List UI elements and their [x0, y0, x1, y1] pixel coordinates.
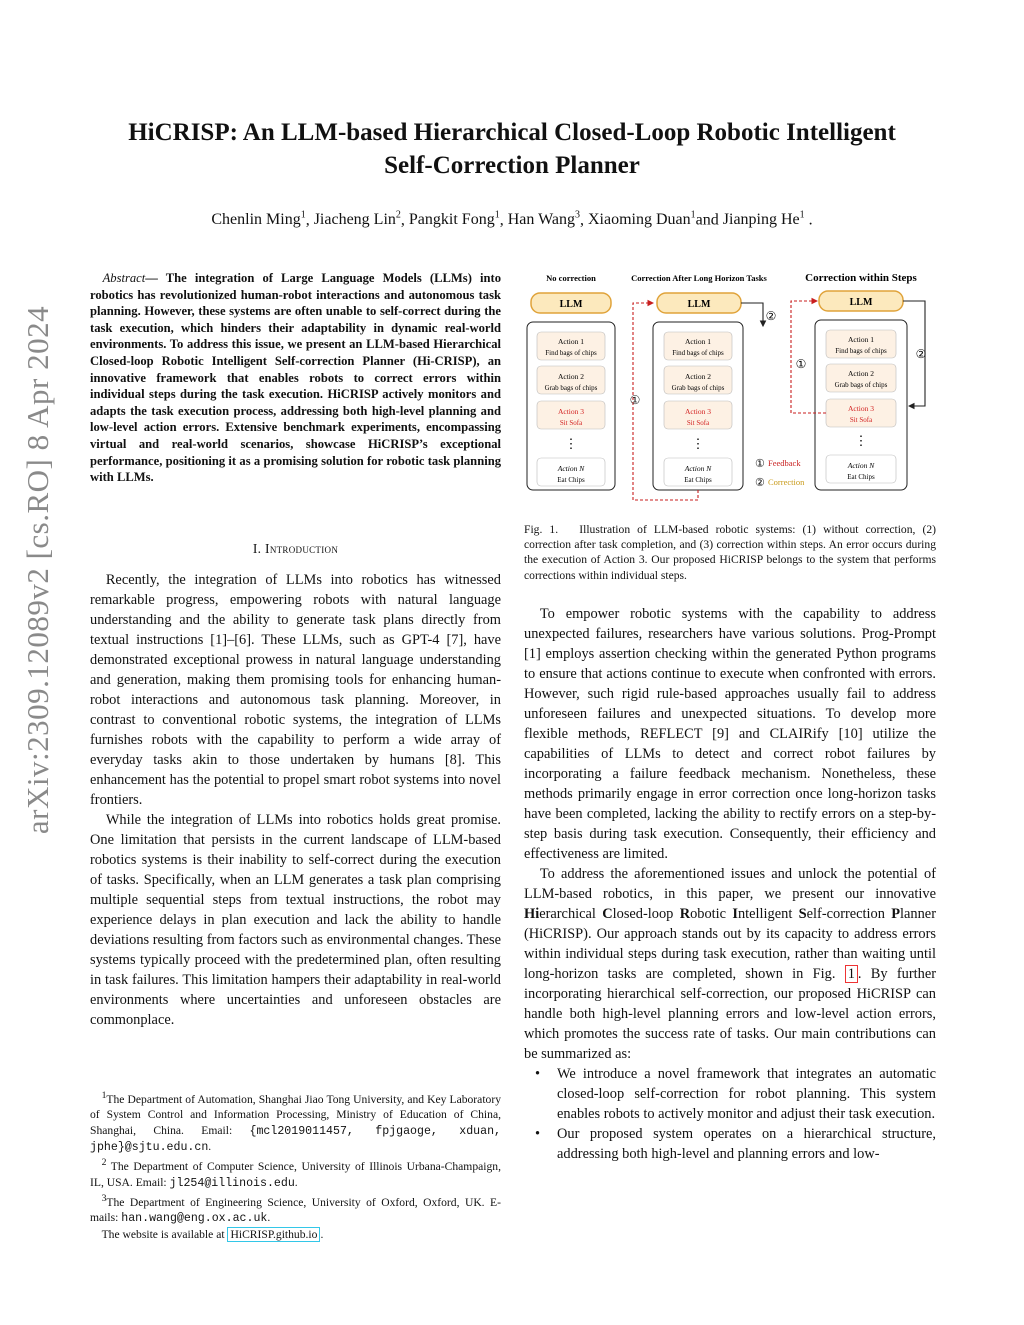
svg-text:Find bags of chips: Find bags of chips — [672, 349, 724, 357]
svg-text:Sit Sofa: Sit Sofa — [849, 416, 873, 424]
panel-title-after-long-horizon: Correction After Long Horizon Tasks — [631, 273, 767, 283]
svg-text:Action 1: Action 1 — [684, 337, 712, 346]
right-paragraph-1: To empower robotic systems with the capability to address unexpected failures, researchers have various solutions. Prog-Prompt [1] employs assertion checking within the generated Python programs to ensure that actions continue to execute when confronted with errors. However, such rigid rule-based approaches usually fail to address unforeseen failures and unexpected situations. To develop more flexible methods, REFLECT [9] and CLAIRify [10] utilize the capabilities of LLMs to detect and correct robot failures by incorporating a failure feedback mechanism. Nonetheless, these methods primarily engage in error correction once long-horizon tasks have been completed, lacking the ability to rectify errors on a step-by-step basis during task execution. Consequently, their efficiency and effectiveness are limited. — [524, 606, 936, 862]
figure-1-diagram — [523, 268, 937, 508]
svg-text:⋮: ⋮ — [691, 436, 705, 451]
intro-right-column — [524, 604, 936, 1164]
svg-text:Eat Chips: Eat Chips — [557, 476, 585, 484]
contribution-list — [524, 1064, 936, 1164]
svg-text:Action 2: Action 2 — [557, 372, 585, 381]
title-line-1: HiCRISP: An LLM-based Hierarchical Closed-Loop Robotic Intelligent — [128, 119, 896, 146]
author: Pangkit Fong$^1$ — [408, 210, 500, 229]
author: Xiaoming Duan$^1$ — [588, 210, 696, 229]
svg-text:Action 2: Action 2 — [684, 372, 712, 381]
correction-arrow — [741, 303, 763, 326]
svg-text:Action 3: Action 3 — [684, 407, 712, 416]
footnote-website: The website is available at HiCRISP.github.io . — [101, 1227, 324, 1241]
website-link[interactable]: HiCRISP.github.io — [227, 1227, 320, 1242]
svg-text:LLM: LLM — [687, 299, 711, 310]
section-heading: I. Introduction — [252, 541, 339, 556]
figure-legend — [755, 458, 805, 489]
svg-text:Eat Chips: Eat Chips — [684, 476, 712, 484]
svg-text:②: ② — [755, 477, 765, 489]
marker-correction: ② — [765, 309, 777, 323]
svg-text:Action 1: Action 1 — [557, 337, 585, 346]
svg-text:Eat Chips: Eat Chips — [847, 473, 875, 481]
caption-text: Illustration of LLM-based robotic systems: (1) without correction, (2) correction after task completion, and (3) correction within steps. An error occurs during the execution of Action 3. Our proposed HiCRISP belongs to the system that performs corrections within individual steps. — [524, 523, 936, 582]
svg-text:⋮: ⋮ — [854, 433, 868, 448]
svg-text:Sit Sofa: Sit Sofa — [686, 419, 710, 427]
svg-text:Action 3: Action 3 — [847, 404, 875, 413]
author: Chenlin Ming$^1$ — [211, 210, 306, 229]
intro-left-column — [90, 570, 501, 1030]
right-paragraph-2: To address the aforementioned issues and unlock the potential of LLM-based robotics, in this paper, we present our innovative Hierarchical Closed-loop Robotic Intelligent Self-correction Planner (HiCRISP). Our approach stands out by its capacity to address errors within individual steps during task execution, rather than waiting until long-horizon tasks are completed, shown in Fig. 1 . By further incorporating hierarchical self-correction, our proposed HiCRISP can handle both high-level planning errors and low-level action errors, which promotes the success rate of tasks. Our main contributions can be summarized as: — [524, 866, 936, 1062]
svg-text:Action 2: Action 2 — [847, 369, 875, 378]
author: Jiacheng Lin$^2$ — [313, 210, 401, 229]
figure-caption — [524, 522, 936, 583]
svg-text:②: ② — [915, 347, 927, 361]
intro-paragraph-2: While the integration of LLMs into robotics holds great promise. One limitation that persists in the current landscape of LLM-based robotics systems is their inability to self-correct during the execution of tasks. Specifically, when an LLM generates a task plan comprising multiple sequential steps from textual instructions, the robot may experience delays in plan execution and lack the ability to handle deviations resulting from factors such as environmental changes. These systems typically proceed with the predetermined plan, often resulting in task failures. This limitation hampers their adaptability in real-world environments where uncertainties and unforeseen obstacles are commonplace. — [90, 812, 501, 1028]
svg-text:Action 3: Action 3 — [557, 407, 585, 416]
svg-text:Find bags of chips: Find bags of chips — [835, 347, 887, 355]
paper-title — [70, 116, 954, 182]
contribution-item: • We introduce a novel framework that integrates an automatic closed-loop self-correction for robot planning. This system enables robots to actively monitor and adjust their task execution. — [557, 1064, 936, 1124]
svg-text:Grab bags of chips: Grab bags of chips — [544, 384, 598, 392]
panel-title-no-correction: No correction — [546, 273, 596, 283]
svg-text:LLM: LLM — [849, 297, 873, 308]
panel-correction-within-steps — [791, 291, 926, 490]
abstract-label: Abstract — [102, 271, 146, 285]
marker-feedback: ① — [629, 393, 641, 407]
intro-paragraph-1: Recently, the integration of LLMs into robotics has witnessed remarkable progress, empowering robots with natural language understanding and the ability to generate task plans directly from textual instructions [1]–[6]. These LLMs, such as GPT-4 [7], have demonstrated exceptional prowess in natural language understanding and generation, making them promising tools for enhancing human-robot interactions and autonomous task planning. Moreover, in contrast to conventional robotic systems, the integration of LLMs furnishes robots with the capability to perform a wide array of everyday tasks akin to those undertaken by humans [8]. This enhancement has the potential to propel smart robot systems into novel frontiers. — [90, 572, 501, 808]
svg-text:Grab bags of chips: Grab bags of chips — [834, 381, 888, 389]
svg-text:①: ① — [795, 357, 807, 371]
svg-text:Sit Sofa: Sit Sofa — [559, 419, 583, 427]
legend-correction: Correction — [768, 477, 805, 487]
svg-text:Action N: Action N — [684, 464, 712, 473]
svg-text:Action N: Action N — [557, 464, 585, 473]
legend-feedback: Feedback — [768, 458, 801, 468]
footnote-3: $^3$The Department of Engineering Science, University of Oxford, Oxford, UK. E-mails: han.wang@eng.ox.ac.uk. — [90, 1193, 501, 1226]
title-line-2: Self-Correction Planner — [384, 152, 640, 179]
llm-label: LLM — [559, 299, 583, 310]
svg-text:Action 1: Action 1 — [847, 335, 875, 344]
abstract — [90, 270, 501, 486]
arxiv-identifier: arXiv:2309.12089v2 [cs.RO] 8 Apr 2024 — [20, 305, 55, 835]
footnotes — [90, 1088, 501, 1242]
footnote-2: $^2$ The Department of Computer Science, University of Illinois Urbana-Champaign, IL, USA. Email: jl254@illinois.edu. — [90, 1157, 501, 1190]
svg-text:⋮: ⋮ — [564, 436, 578, 451]
author-list: Chenlin Ming$^1$, Jiacheng Lin$^2$, Pangkit Fong$^1$, Han Wang$^3$, Xiaoming Duan$^1$and Jianping He$^1$ . — [211, 210, 813, 229]
svg-text:Find bags of chips: Find bags of chips — [545, 349, 597, 357]
panel-no-correction — [527, 293, 615, 490]
caption-label: Fig. 1. — [524, 523, 559, 536]
svg-text:Action N: Action N — [847, 461, 875, 470]
contribution-item: • Our proposed system operates on a hierarchical structure, addressing both high-level and planning errors and low- — [557, 1124, 936, 1164]
panel-title-within-steps: Correction within Steps — [805, 272, 917, 284]
footnote-1: $^1$The Department of Automation, Shanghai Jiao Tong University, and Key Laboratory of System Control and Information Processing, Ministry of Education of China, Shanghai, China. Email: {mcl2019011457, fpjgaoge, xduan, jphe}@sjtu.edu.cn. — [90, 1090, 501, 1155]
figure-reference-link[interactable]: 1 — [845, 965, 858, 983]
svg-text:①: ① — [755, 458, 765, 470]
author: Jianping He$^1$ — [722, 210, 805, 229]
svg-text:Grab bags of chips: Grab bags of chips — [671, 384, 725, 392]
author: Han Wang$^3$ — [507, 210, 580, 229]
abstract-text: — The integration of Large Language Models (LLMs) into robotics has revolutionized human-robot interactions and autonomous task planning. However, these systems are often unable to self-correct during the task execution, which hinders their adaptability in dynamic real-world environments. To address this issue, we present an LLM-based Hierarchical Closed-loop Robotic Intelligent Self-correction Planner (Hi-CRISP), an innovative framework that enables robots to correct errors within individual steps during the task execution. HiCRISP actively monitors and adapts the task execution process, addressing both high-level planning and low-level action errors. Extensive benchmark experiments, encompassing virtual and real-world scenarios, showcase HiCRISP’s exceptional performance, positioning it as a promising solution for robotic task planning with LLMs. — [90, 271, 501, 485]
